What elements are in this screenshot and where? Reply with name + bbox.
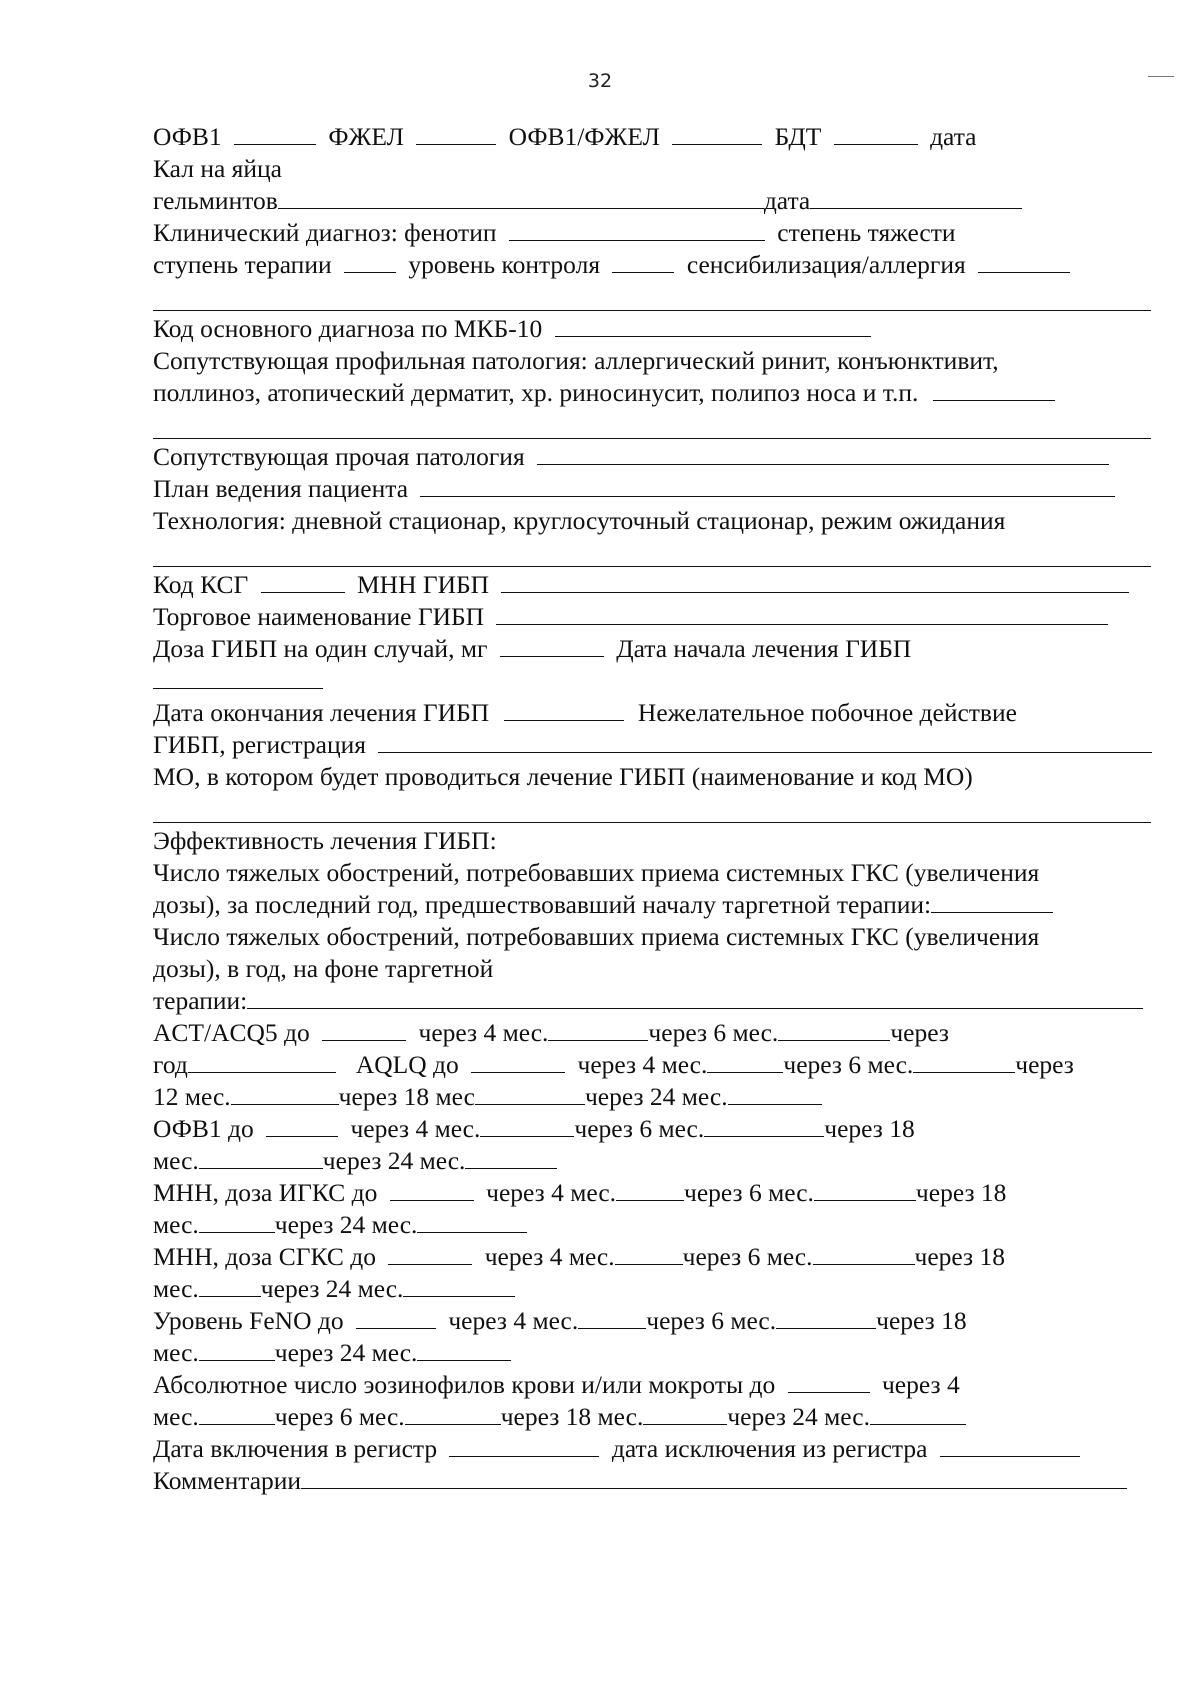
sgks-6m-field[interactable] [813, 1244, 915, 1265]
feno-label: Уровень FeNO до [153, 1306, 344, 1335]
sgks-18m-suffix: мес. [153, 1274, 199, 1303]
dose-label: Доза ГИБП на один случай, мг [153, 634, 488, 663]
spirometry-row [153, 121, 1151, 153]
eos-24m-field[interactable] [870, 1404, 966, 1425]
act-6m-field[interactable] [778, 1020, 890, 1041]
dose-field[interactable] [500, 636, 604, 657]
aqlq-4m-field[interactable] [707, 1052, 783, 1073]
therapy-step-row [153, 249, 1151, 281]
aqlq-12m-field[interactable] [231, 1084, 339, 1105]
comorbid-other-label: Сопутствующая прочая патология [153, 442, 525, 471]
control-label: уровень контроля [408, 250, 601, 279]
sgks-4m-field[interactable] [615, 1244, 683, 1265]
comments-field[interactable] [301, 1468, 1127, 1489]
start-date-field[interactable] [153, 668, 323, 689]
end-label: Дата окончания лечения ГИБП [153, 698, 490, 727]
fev1-field[interactable] [234, 124, 316, 145]
eos-18m-label: через 18 мес. [500, 1402, 644, 1431]
stool-label: Кал на яйца [153, 154, 282, 183]
eos-row [153, 1369, 1151, 1401]
igks-label: МНН, доза ИГКС до [153, 1178, 378, 1207]
eos-4m-field[interactable] [199, 1404, 275, 1425]
aqlq-label: AQLQ до [355, 1050, 459, 1079]
sgks-18m-field[interactable] [199, 1276, 261, 1297]
registration-label: ГИБП, регистрация [153, 730, 367, 759]
aqlq-24m-label: через 24 мес. [584, 1082, 728, 1111]
exac-before-text-2: дозы), за последний год, предшествовавший началу таргетной терапии: [153, 890, 932, 919]
comorbid-profile-text-1: Сопутствующая профильная патология: аллергический ринит, конъюнктивит, [153, 346, 999, 375]
trade-name-row [153, 601, 1151, 633]
fev1-18m-suffix: мес. [153, 1146, 199, 1175]
inn-label: МНН ГИБП [356, 570, 490, 599]
igks-24m-field[interactable] [417, 1212, 527, 1233]
feno-baseline-field[interactable] [356, 1308, 436, 1329]
fvc-label: ФЖЕЛ [328, 122, 404, 151]
plan-field[interactable] [420, 476, 1115, 497]
fev1-baseline-field[interactable] [266, 1116, 338, 1137]
sgks-6m-label: через 6 мес. [682, 1242, 813, 1271]
clinical-diagnosis-row [153, 217, 1151, 249]
exac-during-row-3 [153, 985, 1151, 1017]
act-baseline-field[interactable] [322, 1020, 406, 1041]
comorbid-other-field[interactable] [537, 444, 1109, 465]
igks-row [153, 1177, 1151, 1209]
fev1-4m-label: через 4 мес. [350, 1114, 481, 1143]
feno-18m-field[interactable] [199, 1340, 275, 1361]
aqlq-12m-suffix: 12 мес. [153, 1082, 231, 1111]
exac-before-text-1: Число тяжелых обострений, потребовавших приема системных ГКС (увеличения [153, 858, 1040, 887]
fvc-field[interactable] [416, 124, 496, 145]
igks-18m-field[interactable] [199, 1212, 275, 1233]
plan-label: План ведения пациента [153, 474, 409, 503]
mo-label: МО, в котором будет проводиться лечение ГИБП (наименование и код МО) [153, 762, 973, 791]
efficacy-title-row [153, 825, 1151, 857]
comorbid-profile-row-1 [153, 345, 1151, 377]
igks-6m-label: через 6 мес. [684, 1178, 814, 1207]
fev1-followup-row [153, 1113, 1151, 1145]
eos-6m-label: через 6 мес. [274, 1402, 405, 1431]
sgks-baseline-field[interactable] [388, 1244, 472, 1265]
stool-row-2 [153, 185, 1151, 217]
end-date-row [153, 697, 1151, 729]
eos-18m-field[interactable] [643, 1404, 727, 1425]
aqlq-6m-field[interactable] [913, 1052, 1015, 1073]
act-year-suffix: год [153, 1050, 188, 1079]
eos-baseline-field[interactable] [788, 1372, 870, 1393]
aqlq-24m-field[interactable] [728, 1084, 822, 1105]
igks-row-2 [153, 1209, 1151, 1241]
aqlq-6m-label: через 6 мес. [783, 1050, 914, 1079]
registry-form [153, 121, 1151, 1497]
scan-mark [1148, 76, 1174, 77]
fev1-label: ОФВ1 [153, 122, 222, 151]
igks-6m-field[interactable] [814, 1180, 916, 1201]
trade-name-field[interactable] [496, 604, 1108, 625]
comorbid-profile-text-2: поллиноз, атопический дерматит, хр. риносинусит, полипоз носа и т.п. [153, 378, 919, 407]
igks-4m-field[interactable] [616, 1180, 684, 1201]
registration-field[interactable] [378, 732, 1152, 753]
exac-during-text-3: терапии: [153, 986, 248, 1015]
spirometry-date-label: дата [930, 122, 977, 151]
sensitization-continuation-field[interactable] [153, 281, 1151, 313]
ratio-field[interactable] [672, 124, 762, 145]
igks-18m-label: через 18 [915, 1178, 1007, 1207]
sgks-label: МНН, доза СГКС до [153, 1242, 376, 1271]
phenotype-field[interactable] [509, 220, 765, 241]
ratio-label: ОФВ1/ФЖЕЛ [508, 122, 660, 151]
feno-24m-field[interactable] [417, 1340, 511, 1361]
eos-6m-field[interactable] [405, 1404, 501, 1425]
feno-6m-label: через 6 мес. [646, 1306, 777, 1335]
end-date-field[interactable] [504, 700, 624, 721]
act-label: ACT/ACQ5 до [153, 1018, 310, 1047]
eos-4m-label: через 4 [881, 1370, 960, 1399]
sensitization-field[interactable] [978, 252, 1070, 273]
feno-6m-field[interactable] [776, 1308, 876, 1329]
act-6m-label: через 6 мес. [648, 1018, 779, 1047]
fev1-24m-field[interactable] [465, 1148, 557, 1169]
igks-18m-suffix: мес. [153, 1210, 199, 1239]
bdt-label: БДТ [774, 122, 822, 151]
aqlq-row [153, 1049, 1151, 1081]
aqlq-18m-field[interactable] [475, 1084, 585, 1105]
ksg-row [153, 569, 1151, 601]
stool-date-label: дата [763, 186, 811, 215]
exac-during-text-2: дозы), в год, на фоне таргетной [153, 954, 494, 983]
comments-row [153, 1465, 1151, 1497]
act-year-field[interactable] [188, 1052, 336, 1073]
sgks-row [153, 1241, 1151, 1273]
fev1-18m-field[interactable] [199, 1148, 323, 1169]
start-label: Дата начала лечения ГИБП [616, 634, 912, 663]
efficacy-title: Эффективность лечения ГИБП: [153, 826, 497, 855]
phenotype-label: Клинический диагноз: фенотип [153, 218, 497, 247]
bdt-field[interactable] [834, 124, 918, 145]
include-label: Дата включения в регистр [153, 1434, 438, 1463]
fev1-4m-field[interactable] [480, 1116, 574, 1137]
exclude-date-field[interactable] [940, 1436, 1080, 1457]
severity-label: степень тяжести [777, 218, 956, 247]
technology-field[interactable] [153, 537, 1151, 569]
mo-row [153, 761, 1151, 793]
sgks-18m-label: через 18 [914, 1242, 1005, 1271]
ksg-label: Код КСГ [153, 570, 249, 599]
comorbid-other-row [153, 441, 1151, 473]
helminth-field[interactable] [278, 188, 764, 209]
fev1-24m-label: через 24 мес. [322, 1146, 466, 1175]
sensitization-label: сенсибилизация/аллергия [686, 250, 966, 279]
icd-row [153, 313, 1151, 345]
act-4m-label: через 4 мес. [418, 1018, 549, 1047]
aqlq-18m-label: через 18 мес [338, 1082, 475, 1111]
sgks-24m-field[interactable] [403, 1276, 515, 1297]
sgks-row-2 [153, 1273, 1151, 1305]
technology-row [153, 505, 1151, 537]
feno-4m-field[interactable] [578, 1308, 646, 1329]
adverse-label: Нежелательное побочное действие [637, 698, 1017, 727]
eos-row-2 [153, 1401, 1151, 1433]
mo-field[interactable] [153, 793, 1151, 825]
feno-4m-label: через 4 мес. [448, 1306, 579, 1335]
act-4m-field[interactable] [548, 1020, 648, 1041]
start-date-row [153, 665, 1151, 697]
aqlq-row-2 [153, 1081, 1151, 1113]
act-row [153, 1017, 1151, 1049]
aqlq-baseline-field[interactable] [471, 1052, 565, 1073]
act-year-label: через [890, 1018, 949, 1047]
aqlq-4m-label: через 4 мес. [577, 1050, 708, 1079]
eos-24m-label: через 24 мес. [727, 1402, 870, 1431]
stool-date-field[interactable] [810, 188, 1022, 209]
fev1-6m-field[interactable] [704, 1116, 824, 1137]
registration-row [153, 729, 1151, 761]
technology-text: Технология: дневной стационар, круглосуточный стационар, режим ожидания [153, 506, 1006, 535]
sgks-24m-label: через 24 мес. [260, 1274, 404, 1303]
plan-row [153, 473, 1151, 505]
exac-during-row-1 [153, 921, 1151, 953]
comorbid-profile-row-2 [153, 377, 1151, 409]
page-number: 32 [587, 70, 613, 92]
exac-before-row-2 [153, 889, 1151, 921]
feno-18m-label: через 18 [876, 1306, 967, 1335]
dose-row [153, 633, 1151, 665]
fev1-followup-label: ОФВ1 до [153, 1114, 254, 1143]
sgks-4m-label: через 4 мес. [484, 1242, 615, 1271]
include-date-field[interactable] [449, 1436, 599, 1457]
ksg-field[interactable] [261, 572, 345, 593]
aqlq-12m-label: через [1015, 1050, 1074, 1079]
inn-field[interactable] [501, 572, 1129, 593]
eos-label: Абсолютное число эозинофилов крови и/или мокроты до [153, 1370, 776, 1399]
exac-during-text-1: Число тяжелых обострений, потребовавших приема системных ГКС (увеличения [153, 922, 1040, 951]
stool-row-1 [153, 153, 1151, 185]
feno-row [153, 1305, 1151, 1337]
fev1-6m-label: через 6 мес. [574, 1114, 705, 1143]
igks-4m-label: через 4 мес. [486, 1178, 617, 1207]
therapy-step-label: ступень терапии [153, 250, 332, 279]
control-field[interactable] [612, 252, 674, 273]
therapy-step-field[interactable] [344, 252, 396, 273]
feno-row-2 [153, 1337, 1151, 1369]
exclude-label: дата исключения из регистра [611, 1434, 928, 1463]
icd-field[interactable] [555, 316, 871, 337]
fev1-followup-row-2 [153, 1145, 1151, 1177]
igks-baseline-field[interactable] [390, 1180, 474, 1201]
exac-before-row-1 [153, 857, 1151, 889]
registry-dates-row [153, 1433, 1151, 1465]
exac-during-row-2 [153, 953, 1151, 985]
eos-4m-suffix: мес. [153, 1402, 199, 1431]
feno-18m-suffix: мес. [153, 1338, 199, 1367]
trade-name-label: Торговое наименование ГИБП [153, 602, 485, 631]
exac-during-field[interactable] [247, 988, 1143, 1009]
comorbid-profile-field[interactable] [933, 380, 1055, 401]
igks-24m-label: через 24 мес. [274, 1210, 418, 1239]
exac-before-field[interactable] [931, 892, 1053, 913]
comorbid-profile-continuation-field[interactable] [153, 409, 1151, 441]
fev1-18m-label: через 18 [824, 1114, 915, 1143]
icd-label: Код основного диагноза по МКБ-10 [153, 314, 543, 343]
helminth-label: гельминтов [153, 186, 278, 215]
comments-label: Комментарии [153, 1466, 302, 1495]
feno-24m-label: через 24 мес. [274, 1338, 418, 1367]
